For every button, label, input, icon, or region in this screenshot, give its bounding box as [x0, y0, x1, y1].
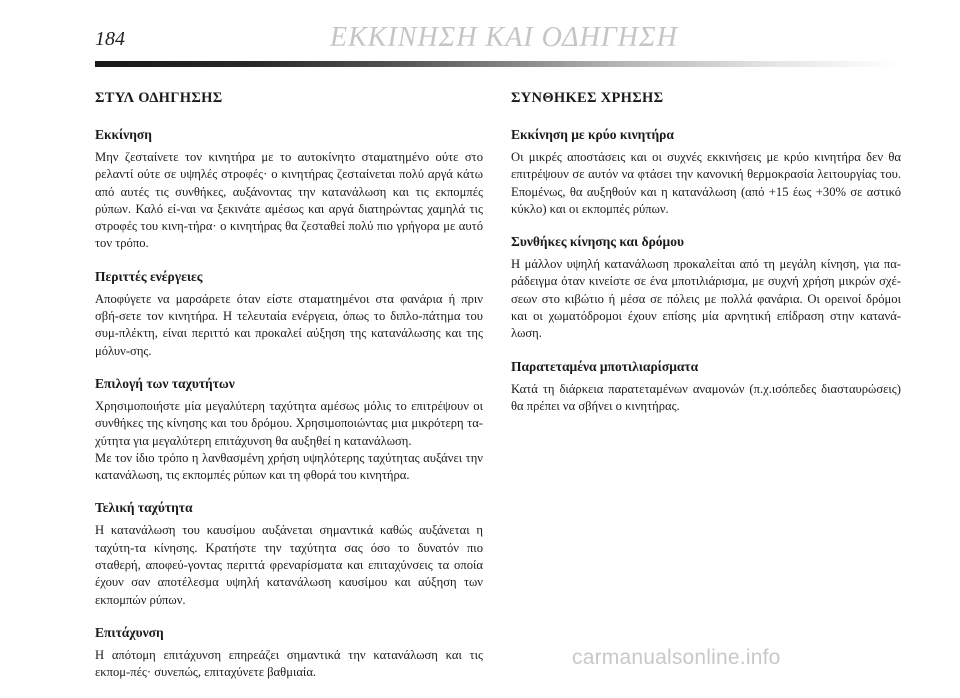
traffic-road-conditions-subheading: Συνθήκες κίνησης και δρόμου [511, 234, 684, 250]
page-number: 184 [95, 28, 125, 50]
conditions-of-use-heading: ΣΥΝΘΗΚΕΣ ΧΡΗΣΗΣ [511, 90, 664, 106]
starting-subheading: Εκκίνηση [95, 127, 152, 142]
left-column [95, 90, 483, 698]
acceleration-subheading: Επιτάχυνση [95, 624, 164, 640]
right-column [511, 90, 901, 431]
gear-selection-subheading: Επιλογή των ταχυτήτων [95, 375, 235, 391]
chapter-title: ΕΚΚΙΝΗΣΗ ΚΑΙ ΟΔΗΓΗΣΗ [330, 22, 678, 53]
starting-text: Μην ζεσταίνετε τον κινητήρα με το αυτοκίνητο σταματημένο ούτε στο ρελαντί ούτε σε υψηλές στροφές· ο κινητήρας ζεσταίνεται πολύ αργά κάτω από αυτές τις συνθήκες, αυξάνοντας την κατανάλωση και τις εκπομπές ρύπων. Καλό εί-ναι να ξεκινάτε αμέσως και αργά διατηρώντας χαμηλά τις στροφές του κινη-τήρα· ο κινητήρας θα ζεσταθεί πολύ πιο γρήγορα με αυτό τον τρόπο. [95, 150, 483, 251]
unnecessary-actions-subheading: Περιττές ενέργειες [95, 268, 203, 284]
unnecessary-actions-text: Αποφύγετε να μαρσάρετε όταν είστε σταματημένοι στα φανάρια ή πριν σβή-σετε τον κινητήρα. Η τελευταία ενέργεια, όπως το διπλο-πάτημα του συμ-πλέκτη, είναι περιττό και προκαλεί αύξηση της κατανάλωσης και της μόλυν-σης. [95, 291, 483, 358]
cold-start-text: Οι μικρές αποστάσεις και οι συχνές εκκινήσεις με κρύο κινητήρα δεν θα επιτρέψουν σε αυτόν να φτάσει την κανονική θερμοκρασία λειτουργίας του. Επομένως, θα αυξηθούν και η κατανάλωση (από +15 έως +30% σε αστικό κύκλο) και οι εκπομπές ρύπων. [511, 150, 901, 216]
header-rule [95, 61, 899, 67]
watermark: carmanualsonline.info [572, 646, 781, 669]
gear-selection-text-2: Με τον ίδιο τρόπο η λανθασμένη χρήση υψηλότερης ταχύτητας αυξάνει την κατανάλωση, τις εκπομπές ρύπων και τη φθορά του κινητήρα. [95, 450, 483, 483]
driving-style-heading: ΣΤΥΛ ΟΔΗΓΗΣΗΣ [95, 90, 223, 106]
gear-selection-text: Χρησιμοποιήστε μία μεγαλύτερη ταχύτητα αμέσως μόλις το επιτρέψουν οι συνθήκες της κίνησης και του δρόμου. Χρησιμοποιώντας μια μικρότερη τα-χύτητα για μεγαλύτερη επιτάχυνση θα αυξηθεί η κατανάλωση. [95, 398, 483, 448]
top-speed-text: Η κατανάλωση του καυσίμου αυξάνεται σημαντικά καθώς αυξάνεται η ταχύτη-τα κίνησης. Κρατήστε την ταχύτητα σας όσο το δυνατόν πιο σταθερή, αποφεύ-γοντας περιττά φρεναρίσματα και επιταχύνσεις τα οποία έχουν σαν αποτέλεσμα υψηλή κατανάλωση καυσίμου και αύξηση των εκπομπών ρύπων. [95, 523, 483, 607]
acceleration-text: Η απότομη επιτάχυνση επηρεάζει σημαντικά την κατανάλωση και τις εκπομ-πές· συνεπώς, επιταχύνετε βαθμιαία. [95, 647, 483, 680]
traffic-road-conditions-text: Η μάλλον υψηλή κατανάλωση προκαλείται από τη μεγάλη κίνηση, για πα-ράδειγμα όταν κινείστε σε ένα μποτιλιάρισμα, με συχνή χρήση μικρών σχέ-σεων στο κιβώτιο ή μέσα σε πόλεις με πολλά φανάρια. Οι ορεινοί δρόμοι και οι χωματόδρομοι έχουν επίσης μία αρνητική επίδραση στην κατανά-λωση. [511, 257, 901, 341]
traffic-jams-subheading: Παρατεταμένα μποτιλιαρίσματα [511, 358, 699, 374]
top-speed-subheading: Τελική ταχύτητα [95, 500, 193, 516]
cold-start-subheading: Εκκίνηση με κρύο κινητήρα [511, 127, 674, 142]
traffic-jams-text: Κατά τη διάρκεια παρατεταμένων αναμονών (π.χ.ισόπεδες διασταυρώσεις) θα πρέπει να σβήνει ο κινητήρας. [511, 381, 901, 413]
